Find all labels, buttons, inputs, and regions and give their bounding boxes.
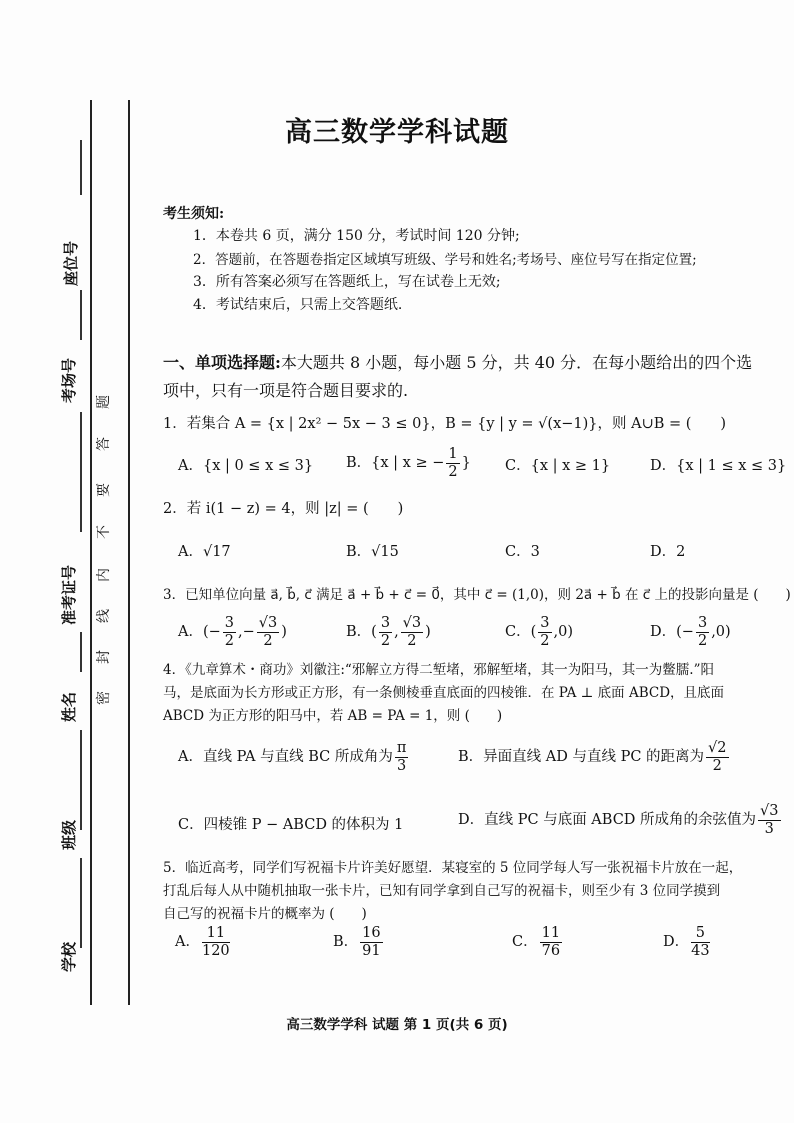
- question-5-option-c[interactable]: [512, 925, 564, 959]
- seat-number-blank-2[interactable]: [80, 290, 82, 340]
- fraction-denominator: 2: [263, 632, 273, 649]
- fraction-denominator: 2: [448, 463, 458, 480]
- seal-char: 内: [96, 568, 112, 582]
- question-2-option-d[interactable]: D．2: [650, 544, 686, 560]
- fraction: [538, 615, 551, 649]
- fraction-denominator: 2: [380, 632, 391, 649]
- option-label: D．: [663, 934, 690, 951]
- fraction-numerator: 11: [541, 925, 561, 941]
- exam-room-label: 考场号: [60, 357, 78, 403]
- option-label: D．: [650, 624, 677, 641]
- notice-heading: 考生须知:: [163, 206, 225, 222]
- seal-char: 线: [96, 609, 112, 623]
- fraction: [758, 803, 780, 837]
- fraction-numerator: 3: [224, 615, 235, 631]
- question-4-option-c[interactable]: C．四棱锥 P − ABCD 的体积为 1: [178, 817, 404, 833]
- fraction-denominator: 76: [541, 942, 561, 959]
- fraction: [395, 740, 409, 774]
- page-title: 高三数学学科试题: [285, 117, 509, 148]
- question-1-option-c[interactable]: C．{x | x ≥ 1}: [505, 458, 611, 474]
- question-5-line-3: 自己写的祝福卡片的概率为 ( ): [163, 906, 367, 922]
- question-3-option-c[interactable]: C．( $\frac{3}{2}$ ,0): [505, 615, 574, 649]
- seal-char: 封: [96, 650, 112, 664]
- question-5-option-a[interactable]: [175, 925, 232, 959]
- class-label: 班级: [60, 819, 78, 850]
- fraction-denominator: 3: [396, 757, 407, 774]
- fraction: [202, 925, 230, 959]
- fraction-numerator: √3: [760, 803, 779, 819]
- option-label: A．: [175, 934, 200, 951]
- question-5-line-1: 5．临近高考，同学们写祝福卡片许美好愿望．某寝室的 5 位同学每人写一张祝福卡片放在一起，: [163, 860, 743, 876]
- question-1-option-b[interactable]: [346, 446, 471, 480]
- fraction-numerator: 16: [362, 925, 381, 941]
- fraction-denominator: 91: [362, 942, 381, 959]
- seal-char: 答: [96, 437, 112, 451]
- option-label: C．: [512, 934, 538, 951]
- fraction-numerator: √3: [258, 615, 278, 631]
- q1-b-pre: B．{x | x ≥ −: [346, 455, 445, 472]
- fraction-denominator: 43: [691, 942, 710, 959]
- fraction-numerator: π: [396, 740, 407, 756]
- fraction: [379, 615, 392, 649]
- question-2-stem: 2．若 i(1 − z) = 4，则 |z| = ( ): [163, 501, 404, 517]
- question-3-stem: 3．已知单位向量 a⃗, b⃗, c⃗ 满足 a⃗ + b⃗ + c⃗ = 0⃗，其中 c⃗ = (1,0)，则 2a⃗ + b⃗ 在 c⃗ 上的投影向量是 ( ): [163, 587, 791, 603]
- name-label: 姓名: [60, 691, 78, 722]
- binding-line-inner: [128, 100, 130, 1005]
- fraction: [223, 615, 236, 649]
- question-2-option-a[interactable]: A．√17: [178, 544, 231, 560]
- fraction-denominator: 2: [712, 757, 722, 774]
- question-4-option-b[interactable]: [458, 740, 731, 774]
- page-footer: 高三数学学科 试题 第 1 页(共 6 页): [286, 1017, 508, 1033]
- fraction: [691, 925, 709, 959]
- question-4-line-1: 4．《九章算术・商功》刘徽注:“邪解立方得二堑堵，邪解堑堵，其一为阳马，其一为鳖臑.”阳: [163, 662, 714, 678]
- fraction: [257, 615, 279, 649]
- question-5-option-b[interactable]: [333, 925, 385, 959]
- fraction-denominator: 120: [201, 942, 230, 959]
- q1-b-fraction: [446, 446, 459, 480]
- question-4-line-3: ABCD 为正方形的阳马中，若 AB = PA = 1，则 ( ): [163, 708, 503, 724]
- fraction-denominator: 2: [697, 632, 708, 649]
- fraction-numerator: 11: [202, 925, 230, 943]
- seal-char: 密: [96, 691, 112, 705]
- question-4-option-d[interactable]: [458, 803, 783, 837]
- notice-item: 3．所有答案必须写在答题纸上，写在试卷上无效;: [193, 274, 501, 290]
- question-3-option-a[interactable]: A．(− $\frac{3}{2}$ ,− $\frac{√3}{2}$ ): [178, 615, 287, 649]
- question-1-option-a[interactable]: A．{x | 0 ≤ x ≤ 3}: [178, 458, 314, 474]
- fraction-numerator: 3: [540, 615, 550, 631]
- notice-item: 4．考试结束后，只需上交答题纸.: [193, 297, 403, 313]
- fraction: [360, 925, 382, 959]
- fraction: [401, 615, 423, 649]
- question-2-option-b[interactable]: B．√15: [346, 544, 399, 560]
- q1-b-post: }: [461, 455, 471, 472]
- fraction-denominator: 3: [764, 820, 774, 837]
- option-text: A．直线 PA 与直线 BC 所成角为: [178, 749, 393, 766]
- exam-id-blank[interactable]: [80, 632, 82, 672]
- seal-char: 题: [96, 395, 112, 409]
- name-blank[interactable]: [80, 730, 82, 830]
- exam-room-blank[interactable]: [80, 412, 82, 532]
- seat-number-label: 座位号: [62, 240, 80, 286]
- fraction: [696, 615, 709, 649]
- notice-item: 1．本卷共 6 页，满分 150 分，考试时间 120 分钟;: [193, 228, 520, 244]
- question-4-option-a[interactable]: [178, 740, 410, 774]
- fraction-denominator: 2: [407, 632, 417, 649]
- fraction-denominator: 2: [540, 632, 550, 649]
- question-2-option-c[interactable]: C．3: [505, 544, 540, 560]
- binding-line-outer: [90, 100, 92, 1005]
- option-text: D．直线 PC 与底面 ABCD 所成角的余弦值为: [458, 812, 757, 829]
- section-desc: 本大题共 8 小题，每小题 5 分，共 40 分．在每小题给出的四个选: [280, 353, 753, 372]
- option-label: B．: [346, 624, 372, 641]
- question-5-line-2: 打乱后每人从中随机抽取一张卡片，已知有同学拿到自己写的祝福卡，则至少有 3 位同学摸到: [163, 883, 721, 899]
- school-label: 学校: [60, 941, 78, 972]
- exam-id-label: 准考证号: [60, 564, 78, 625]
- question-1-option-d[interactable]: D．{x | 1 ≤ x ≤ 3}: [650, 458, 787, 474]
- question-5-option-d[interactable]: [663, 925, 712, 959]
- fraction-numerator: 5: [691, 925, 709, 943]
- fraction-numerator: 1: [448, 446, 458, 462]
- option-text: B．异面直线 AD 与直线 PC 的距离为: [458, 749, 705, 766]
- question-3-option-b[interactable]: B．( $\frac{3}{2}$ , $\frac{√3}{2}$ ): [346, 615, 431, 649]
- option-label: C．: [505, 624, 531, 641]
- seal-char: 要: [96, 483, 112, 497]
- question-1-stem: 1．若集合 A = {x | 2x² − 5x − 3 ≤ 0}，B = {y | y = √(x−1)}，则 A∪B = ( ): [163, 416, 727, 432]
- section-desc-line2: 项中，只有一项是符合题目要求的.: [163, 381, 409, 400]
- fraction-numerator: 3: [697, 615, 708, 631]
- fraction-numerator: √2: [708, 740, 727, 756]
- section-heading: [163, 350, 752, 373]
- fraction-denominator: 2: [224, 632, 235, 649]
- fraction: [540, 925, 562, 959]
- question-3-option-d[interactable]: D．(− $\frac{3}{2}$ ,0): [650, 615, 731, 649]
- option-label: A．: [178, 624, 203, 641]
- option-label: B．: [333, 934, 359, 951]
- notice-item: 2．答题前，在答题卷指定区域填写班级、学号和姓名;考场号、座位号写在指定位置;: [193, 252, 697, 268]
- fraction: [706, 740, 728, 774]
- question-4-line-2: 马，是底面为长方形或正方形，有一条侧棱垂直底面的四棱锥．在 PA ⊥ 底面 ABCD，且底面: [163, 685, 725, 701]
- fraction-numerator: 3: [380, 615, 391, 631]
- section-title: 一、单项选择题:: [163, 353, 281, 372]
- fraction-numerator: √3: [402, 615, 422, 631]
- seal-char: 不: [96, 525, 112, 539]
- class-blank[interactable]: [80, 858, 82, 948]
